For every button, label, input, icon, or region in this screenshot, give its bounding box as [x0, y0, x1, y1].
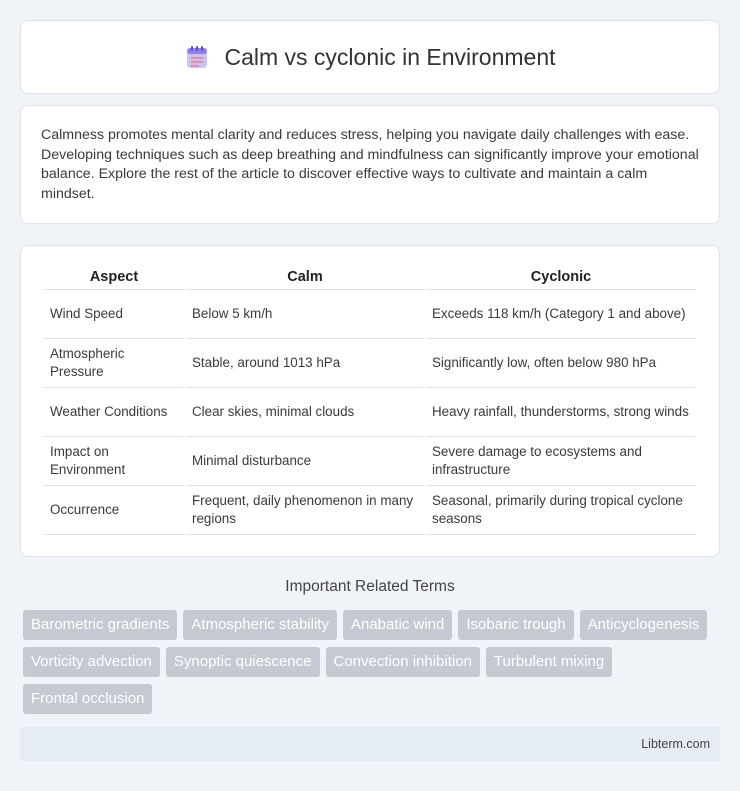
notepad-icon	[184, 44, 210, 70]
column-header: Aspect	[44, 264, 184, 290]
table-cell: Exceeds 118 km/h (Category 1 and above)	[426, 290, 696, 339]
table-row	[44, 339, 696, 388]
table-header-row	[44, 264, 696, 290]
related-term-tag[interactable]: Turbulent mixing	[486, 647, 612, 677]
comparison-table-card	[20, 245, 720, 557]
table-cell: Weather Conditions	[44, 388, 184, 437]
related-term-tag[interactable]: Anabatic wind	[343, 610, 452, 640]
related-terms-title: Important Related Terms	[285, 578, 455, 595]
table-cell: Occurrence	[44, 486, 184, 535]
table-cell: Atmospheric Pressure	[44, 339, 184, 388]
intro-card	[20, 105, 720, 224]
table-row	[44, 486, 696, 535]
table-row	[44, 290, 696, 339]
table-cell: Wind Speed	[44, 290, 184, 339]
table-row	[44, 388, 696, 437]
column-header: Calm	[186, 264, 424, 290]
table-cell: Significantly low, often below 980 hPa	[426, 339, 696, 388]
comparison-table	[42, 264, 698, 535]
related-terms-list	[23, 610, 723, 721]
related-term-tag[interactable]: Synoptic quiescence	[166, 647, 320, 677]
table-cell: Clear skies, minimal clouds	[186, 388, 424, 437]
related-term-tag[interactable]: Anticyclogenesis	[580, 610, 708, 640]
table-cell: Seasonal, primarily during tropical cyclone seasons	[426, 486, 696, 535]
table-cell: Impact on Environment	[44, 437, 184, 486]
footer-brand-link[interactable]: Libterm.com	[641, 737, 710, 751]
related-term-tag[interactable]: Atmospheric stability	[183, 610, 337, 640]
page-header	[20, 20, 720, 94]
column-header: Cyclonic	[426, 264, 696, 290]
table-row	[44, 437, 696, 486]
related-term-tag[interactable]: Isobaric trough	[458, 610, 573, 640]
table-cell: Stable, around 1013 hPa	[186, 339, 424, 388]
related-term-tag[interactable]: Vorticity advection	[23, 647, 160, 677]
table-cell: Below 5 km/h	[186, 290, 424, 339]
table-cell: Severe damage to ecosystems and infrastructure	[426, 437, 696, 486]
related-term-tag[interactable]: Barometric gradients	[23, 610, 177, 640]
footer	[20, 727, 720, 761]
table-cell: Frequent, daily phenomenon in many regions	[186, 486, 424, 535]
table-cell: Minimal disturbance	[186, 437, 424, 486]
related-term-tag[interactable]: Frontal occlusion	[23, 684, 152, 714]
related-term-tag[interactable]: Convection inhibition	[326, 647, 480, 677]
table-cell: Heavy rainfall, thunderstorms, strong winds	[426, 388, 696, 437]
page-title: Calm vs cyclonic in Environment	[224, 43, 556, 70]
intro-text: Calmness promotes mental clarity and reduces stress, helping you navigate daily challenges with ease. Developing techniques such as deep breathing and mindfulness can significantly improve your emotional balance. Explore the rest of the article to discover effective ways to cultivate and maintain a calm mindset.	[41, 127, 699, 202]
